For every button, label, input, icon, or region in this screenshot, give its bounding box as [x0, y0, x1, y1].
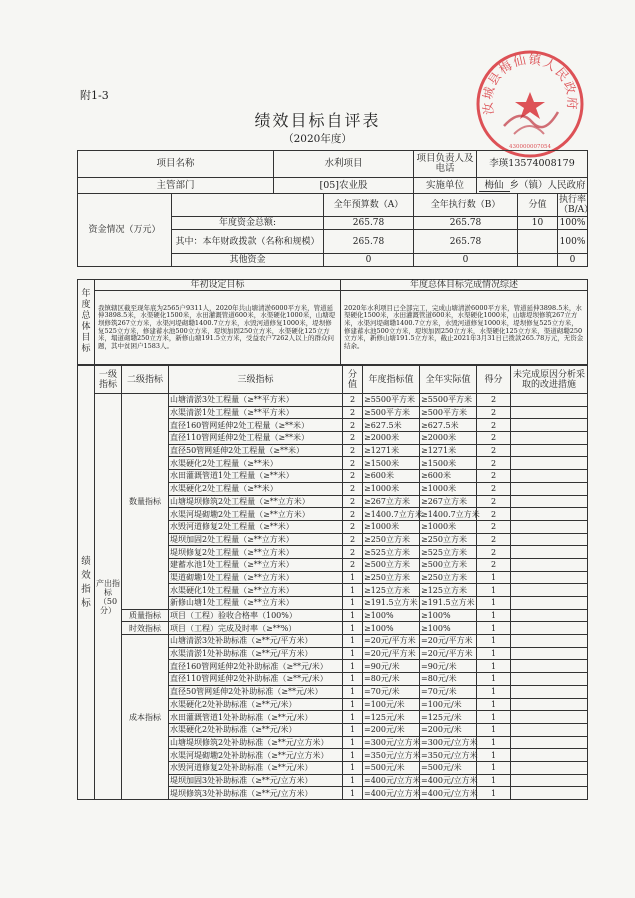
metric-score: 1: [343, 660, 363, 673]
funds-row-score: 10: [518, 217, 558, 230]
metric-actual: =350元/立方米: [421, 750, 478, 760]
goals-side-label: 年度总体目标: [78, 280, 95, 365]
metric-reason: [511, 736, 588, 749]
metric-target: ≥100%: [363, 622, 420, 635]
funds-row-budget: 0: [324, 254, 414, 267]
metric-got: 1: [477, 711, 511, 724]
goals-initial-header: 年初设定目标: [95, 280, 341, 291]
metric-score: 1: [343, 711, 363, 724]
metric-actual: ≥1271米: [420, 444, 477, 457]
metric-got: 1: [477, 787, 511, 800]
group-cost: 成本指标: [122, 635, 169, 800]
metric-score: 2: [343, 558, 363, 571]
metric-reason: [511, 571, 588, 584]
metric-got: 2: [477, 508, 511, 521]
document-year: （2020年度）: [283, 133, 352, 145]
metric-target: =400元/立方米: [364, 775, 421, 785]
metric-reason: [511, 597, 588, 610]
metric-reason: [511, 520, 588, 533]
metric-reason: [511, 673, 588, 686]
metric-got: 2: [477, 470, 511, 483]
metric-score: 1: [343, 774, 363, 787]
metric-name: 水渠清淤1处补助标准（≥**元/平方米）: [169, 647, 343, 660]
metric-got: 1: [477, 597, 511, 610]
metric-actual: =100元/米: [420, 698, 477, 711]
funds-row-score: [518, 254, 558, 267]
col-actual: 全年实际值: [420, 366, 477, 394]
metric-actual: ≥191.5立方米: [421, 598, 475, 608]
funds-row-exec: 265.78: [414, 230, 518, 254]
metric-actual: =20元/平方米: [420, 635, 477, 648]
funds-row-rate: 100%: [558, 217, 588, 230]
metric-score: 1: [343, 698, 363, 711]
metric-reason: [511, 787, 588, 800]
metric-actual: ≥525立方米: [420, 546, 477, 559]
metric-actual: =80元/米: [420, 673, 477, 686]
metric-actual: ≥100%: [420, 609, 477, 622]
group-quantity: 数量指标: [122, 394, 169, 610]
metric-target: ≥1000米: [363, 520, 420, 533]
metric-reason: [511, 698, 588, 711]
metric-name: 堤坝加固2处工程量（≥**立方米）: [169, 533, 343, 546]
metric-name: 水渠硬化1处工程量（≥**立方米）: [169, 584, 343, 597]
metric-actual: ≥250立方米: [420, 571, 477, 584]
metric-name: 水渠硬化2处工程量（≥**米）: [169, 457, 343, 470]
metric-actual: =70元/米: [420, 685, 477, 698]
metric-score: 2: [343, 419, 363, 432]
metric-name: 建蓄水池1处工程量（≥**立方米）: [169, 558, 343, 571]
metric-name: 山塘堤坝修筑2处工程量（≥**立方米）: [169, 495, 343, 508]
metric-actual: ≥1000米: [420, 520, 477, 533]
metric-actual: ≥1500米: [420, 457, 477, 470]
metric-score: 2: [343, 533, 363, 546]
metric-target: ≥600米: [363, 470, 420, 483]
funds-col-rate: 执行率（B/A）: [559, 195, 594, 215]
metric-got: 2: [477, 482, 511, 495]
metric-actual: ≥1400.7立方米: [421, 509, 480, 519]
metric-got: 1: [477, 774, 511, 787]
goals-initial-text: 我镇辖区截至现年底为2565户9311人，2020年共山塘清淤6000平方米，管道延伸3898.5米，水渠硬化1500米，水田灌溉管道600米，水渠硬化1000米，山塘堤坝修筑267立方米，水渠河堤砌墈1400.7立方米，水毁河道修复1000米，堤坝修复525立方米，修建蓄水池500立方米，堤坝加固250立方米，水渠硬化125立方米，塌道砌墈250立方米，新修山塘191.5立方米，受益农户7262人以上的群众问题，其中贫困户1583人。: [95, 291, 341, 365]
metric-score: 1: [343, 597, 363, 610]
metric-target: ≥267立方米: [363, 495, 420, 508]
metric-reason: [511, 432, 588, 445]
metric-target: ≥250立方米: [363, 533, 420, 546]
metric-reason: [511, 647, 588, 660]
metric-actual: =125元/米: [420, 711, 477, 724]
col-level1: 一级指标: [95, 366, 122, 394]
metric-got: 1: [477, 571, 511, 584]
metric-got: 1: [477, 685, 511, 698]
metric-name: 水渠河堤砌墈2处工程量（≥**立方米）: [169, 508, 343, 521]
funds-col-budget: 全年预算数（A）: [324, 194, 414, 217]
metric-got: 2: [477, 533, 511, 546]
metric-name: 直径160管网延伸2处补助标准（≥**元/米）: [169, 660, 343, 673]
goals-table: [77, 279, 588, 365]
metric-reason: [511, 622, 588, 635]
funds-row-name: 其他资金: [172, 254, 324, 267]
metric-got: 2: [477, 419, 511, 432]
goals-actual-text: 2020年水利项目已全部完工，完成山塘清淤6000平方米，管道延伸3898.5米，水渠硬化1500米，水田灌溉管道600米，水渠硬化1000米，山塘堤坝修筑267立方米，水渠河堤砌墈1400.7立方米，水毁河道修复1000米，堤坝修复525立方米，修建蓄水池500立方米，堤坝加固250立方米，水渠硬化125立方米，渠道砌墈250立方米，新修山塘191.5立方米，截止2021年3月31日已拨款265.78万元，无资金结余。: [341, 291, 588, 365]
dept-value: [05]农业股: [274, 178, 414, 194]
funds-col-exec: 全年执行数（B）: [414, 194, 518, 217]
group-time: 时效指标: [122, 622, 169, 635]
metric-target: =70元/米: [363, 685, 420, 698]
metric-got: 2: [477, 520, 511, 533]
metric-target: =20元/平方米: [363, 647, 420, 660]
metric-reason: [511, 533, 588, 546]
metric-target: ≥525立方米: [363, 546, 420, 559]
metric-reason: [511, 723, 588, 736]
metric-name: 新修山塘1处工程量（≥**立方米）: [169, 597, 343, 610]
metric-name: 水渠硬化2处补助标准（≥**元/米）: [169, 698, 343, 711]
metric-got: 2: [477, 432, 511, 445]
metric-actual: ≥1000米: [420, 482, 477, 495]
metric-score: 1: [343, 685, 363, 698]
metric-name: 直径110管网延伸2处补助标准（≥**元/米）: [169, 673, 343, 686]
metric-name: 直径160管网延伸2处工程量（≥**米）: [169, 419, 343, 432]
project-name-value: 水利项目: [274, 151, 414, 178]
metric-actual: ≥250立方米: [420, 533, 477, 546]
metric-name: 项目（工程）完成及时率（≥**%）: [169, 622, 343, 635]
metric-score: 1: [343, 673, 363, 686]
metric-reason: [511, 609, 588, 622]
metric-name: 水渠清淤1处工程量（≥**平方米）: [169, 406, 343, 419]
metric-target: ≥100%: [363, 609, 420, 622]
metric-target: ≥500立方米: [363, 558, 420, 571]
metric-got: 1: [477, 660, 511, 673]
metric-name: 直径50管网延伸2处补助标准（≥**元/米）: [169, 685, 343, 698]
metric-name: 直径110管网延伸2处工程量（≥**米）: [169, 432, 343, 445]
metric-target: =90元/米: [363, 660, 420, 673]
metric-name: 水渠硬化2处补助标准（≥**元/米）: [169, 723, 343, 736]
metric-actual: ≥2000米: [420, 432, 477, 445]
metric-name: 水渠河堤砌墈2处补助标准（≥**元/立方米）: [169, 749, 343, 762]
funds-row-budget: 265.78: [324, 230, 414, 254]
owner-value: 李瑛13574008179: [477, 151, 588, 178]
col-got: 得分: [477, 366, 511, 394]
col-score: 分值: [343, 366, 363, 394]
metric-name: 水毁河道修复2处工程量（≥**米）: [169, 520, 343, 533]
metric-reason: [511, 482, 588, 495]
metric-reason: [511, 406, 588, 419]
metric-target: =20元/平方米: [363, 635, 420, 648]
metric-actual: ≥125立方米: [420, 584, 477, 597]
metric-actual: =20元/平方米: [420, 647, 477, 660]
metric-reason: [511, 635, 588, 648]
funds-label: 资金情况（万元）: [78, 194, 172, 267]
metric-got: 1: [477, 736, 511, 749]
metric-score: 1: [343, 571, 363, 584]
metric-name: 水毁河道修复2处补助标准（≥**元/米）: [169, 761, 343, 774]
owner-label: 项目负责人及电话: [414, 151, 477, 178]
col-target: 年度指标值: [363, 366, 420, 394]
funds-row-rate: 0: [558, 254, 588, 267]
metric-target: =350元/立方米: [364, 750, 421, 760]
metric-target: ≥2000米: [363, 432, 420, 445]
annex-number: 附1-3: [80, 89, 109, 102]
metric-name: 水田灌溉管道1处工程量（≥**米）: [169, 470, 343, 483]
metric-score: 2: [343, 406, 363, 419]
metric-reason: [511, 660, 588, 673]
metric-target: ≥1000米: [363, 482, 420, 495]
unit-suffix: 乡（镇）人民政府: [509, 179, 586, 191]
metric-reason: [511, 470, 588, 483]
funds-row-score: [518, 230, 558, 254]
metric-name: 渠道砌墈1处工程量（≥**立方米）: [169, 571, 343, 584]
metric-got: 1: [477, 698, 511, 711]
metric-row: [78, 394, 588, 407]
metric-actual: =300元/立方米: [421, 737, 478, 747]
funds-row-name: 其中：本年财政拨款（名称和规模）: [172, 230, 324, 254]
metric-got: 1: [477, 622, 511, 635]
metric-target: =100元/米: [363, 698, 420, 711]
metric-target: =80元/米: [363, 673, 420, 686]
official-seal: [474, 48, 586, 160]
metric-actual: =500元/米: [420, 761, 477, 774]
metric-score: 2: [343, 482, 363, 495]
metric-got: 1: [477, 723, 511, 736]
metric-got: 1: [477, 609, 511, 622]
metric-score: 1: [343, 609, 363, 622]
group-quality: 质量指标: [122, 609, 169, 622]
metric-score: 1: [343, 736, 363, 749]
metric-actual: ≥5500平方米: [420, 394, 477, 407]
seal-text: 汝城县梅仙镇人民政府: [479, 51, 581, 116]
unit-value: [477, 178, 588, 194]
funds-col-score: 分值: [518, 194, 558, 217]
metric-reason: [511, 508, 588, 521]
metric-target: ≥250立方米: [363, 571, 420, 584]
metric-reason: [511, 457, 588, 470]
metric-score: 1: [343, 635, 363, 648]
metric-target: ≥191.5立方米: [364, 598, 418, 608]
goals-actual-header: 年度总体目标完成情况综述: [341, 280, 588, 291]
metric-got: 2: [477, 406, 511, 419]
metric-reason: [511, 761, 588, 774]
metric-score: 2: [343, 495, 363, 508]
document-title: 绩效目标自评表: [254, 111, 381, 130]
metric-name: 堤坝修筑3处补助标准（≥**元/立方米）: [169, 787, 343, 800]
metric-reason: [511, 419, 588, 432]
funds-row-rate: 100%: [558, 230, 588, 254]
metric-actual: ≥500平方米: [420, 406, 477, 419]
metric-got: 1: [477, 761, 511, 774]
metric-score: 2: [343, 470, 363, 483]
metric-name: 堤坝修复2处工程量（≥**立方米）: [169, 546, 343, 559]
unit-label: 实施单位: [414, 178, 477, 194]
metric-name: 山塘清淤3处补助标准（≥**元/平方米）: [169, 635, 343, 648]
metric-got: 2: [477, 546, 511, 559]
metric-got: 1: [477, 635, 511, 648]
metric-target: =200元/米: [363, 723, 420, 736]
metric-reason: [511, 546, 588, 559]
metric-reason: [511, 749, 588, 762]
metric-target: ≥5500平方米: [363, 394, 420, 407]
metric-name: 堤坝加固3处补助标准（≥**元/立方米）: [169, 774, 343, 787]
metric-name: 山塘堤坝修筑2处补助标准（≥**元/立方米）: [169, 736, 343, 749]
metric-target: ≥1271米: [363, 444, 420, 457]
metric-reason: [511, 394, 588, 407]
metric-got: 1: [477, 647, 511, 660]
metric-name: 山塘清淤3处工程量（≥**平方米）: [169, 394, 343, 407]
metric-got: 1: [477, 673, 511, 686]
metric-got: 2: [477, 444, 511, 457]
seal-code: 430000007054: [509, 144, 551, 150]
metric-target: ≥1400.7立方米: [364, 509, 423, 519]
metric-target: ≥500平方米: [363, 406, 420, 419]
metric-actual: ≥100%: [420, 622, 477, 635]
metric-score: 1: [343, 761, 363, 774]
metrics-side-label: 绩效指标: [78, 366, 95, 800]
metric-got: 2: [477, 558, 511, 571]
funds-row-budget: 265.78: [324, 217, 414, 230]
unit-name: 梅仙: [479, 180, 510, 192]
metric-target: =300元/立方米: [364, 737, 421, 747]
metric-score: 2: [343, 432, 363, 445]
metric-actual: =400元/立方米: [421, 788, 478, 798]
funds-row-exec: 265.78: [414, 217, 518, 230]
metric-actual: ≥500立方米: [420, 558, 477, 571]
metric-name: 项目（工程）验收合格率（100%）: [169, 609, 343, 622]
col-level2: 二级指标: [122, 366, 169, 394]
metric-actual: =400元/立方米: [421, 775, 478, 785]
metric-row: [78, 609, 588, 622]
level1-label: 产出指标（50分）: [95, 394, 122, 800]
metric-target: =500元/米: [363, 761, 420, 774]
metric-target: =125元/米: [363, 711, 420, 724]
metric-reason: [511, 685, 588, 698]
metrics-header-row: [78, 366, 588, 394]
metrics-table: [77, 365, 588, 800]
funds-row-name: 年度资金总额:: [172, 217, 324, 230]
metric-target: ≥1500米: [363, 457, 420, 470]
metric-reason: [511, 774, 588, 787]
dept-label: 主管部门: [78, 178, 274, 194]
metric-score: 2: [343, 508, 363, 521]
metric-reason: [511, 558, 588, 571]
metric-actual: =90元/米: [420, 660, 477, 673]
metric-score: 1: [343, 622, 363, 635]
metric-score: 2: [343, 394, 363, 407]
metric-name: 水渠硬化2处工程量（≥**米）: [169, 482, 343, 495]
col-level3: 三级指标: [169, 366, 343, 394]
metric-row: [78, 622, 588, 635]
metric-actual: ≥267立方米: [420, 495, 477, 508]
header-table: [77, 150, 594, 267]
metric-got: 2: [477, 394, 511, 407]
metric-score: 1: [343, 723, 363, 736]
metric-got: 2: [477, 495, 511, 508]
metric-actual: ≥627.5米: [420, 419, 477, 432]
metric-row: [78, 635, 588, 648]
metric-reason: [511, 495, 588, 508]
metric-reason: [511, 711, 588, 724]
metric-got: 1: [477, 749, 511, 762]
metric-name: 水田灌溉管道1处补助标准（≥**元/米）: [169, 711, 343, 724]
metric-score: 2: [343, 444, 363, 457]
project-name-label: 项目名称: [78, 151, 274, 178]
metric-name: 直径50管网延伸2处工程量（≥**米）: [169, 444, 343, 457]
funds-row-exec: 0: [414, 254, 518, 267]
metric-actual: =200元/米: [420, 723, 477, 736]
col-reason: 未完成原因分析采取的改进措施: [511, 366, 588, 394]
metric-score: 1: [343, 749, 363, 762]
metric-score: 2: [343, 520, 363, 533]
metric-score: 1: [343, 584, 363, 597]
metric-actual: ≥600米: [420, 470, 477, 483]
metric-score: 1: [343, 787, 363, 800]
metric-got: 1: [477, 584, 511, 597]
metric-target: ≥125立方米: [363, 584, 420, 597]
metric-got: 2: [477, 457, 511, 470]
metric-reason: [511, 444, 588, 457]
metric-target: ≥627.5米: [363, 419, 420, 432]
metric-target: =400元/立方米: [364, 788, 421, 798]
metric-score: 2: [343, 546, 363, 559]
metric-reason: [511, 584, 588, 597]
metric-score: 2: [343, 457, 363, 470]
metric-score: 1: [343, 647, 363, 660]
